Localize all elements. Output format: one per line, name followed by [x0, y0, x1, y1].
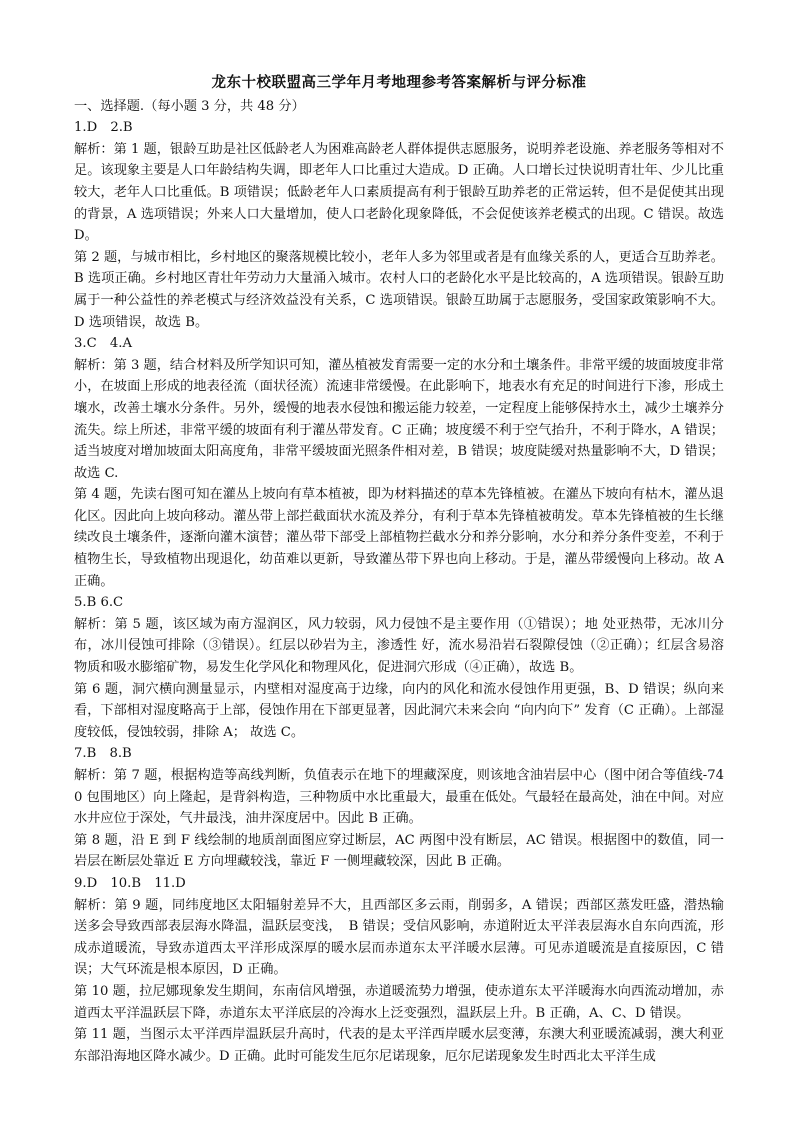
answer-line: 3.C 4.A [74, 336, 132, 352]
analysis-paragraph: 第 8 题，沿 E 到 F 线绘制的地质剖面图应穿过断层，AC 两图中没有断层，AC 错误。根据图中的数值，同一岩层在断层处靠近 E 方向埋藏较浅，靠近 F 一侧埋藏较深，因此 B 正确。 [74, 832, 724, 870]
answer-line: 5.B 6.C [74, 595, 124, 611]
answer-document [74, 72, 724, 1067]
answer-line: 7.B 8.B [74, 746, 132, 762]
analysis-paragraph: 解析：第 9 题，同纬度地区太阳辐射差异不大，且西部区多云雨，削弱多，A 错误；西部区蒸发旺盛，潜热输送多会导致西部表层海水降温，温跃层变浅， B 错误；受信风影响，赤道附近太平洋表层海水自东向西流，形成赤道暖流，导致赤道西太平洋形成深厚的暖水层而赤道东太平洋暖水层薄。可见赤道暖流是直接原因，C 错误；大气环流是根本原因，D 正确。 [74, 897, 724, 978]
analysis-paragraph: 第 2 题，与城市相比，乡村地区的聚落规模比较小，老年人多为邻里或者是有血缘关系的人，更适合互助养老。B 选项正确。乡村地区青壮年劳动力大量涌入城市。农村人口的老龄化水平是比较高的，A 选项错误。银龄互助属于一种公益性的养老模式与经济效益没有关系，C 选项错误。银龄互助属于志愿服务，受国家政策影响不大。D 选项错误，故选 B。 [74, 249, 724, 330]
section-header: 一、选择题.（每小题 3 分，共 48 分） [74, 98, 305, 114]
analysis-paragraph: 解析：第 1 题，银龄互助是社区低龄老人为困难高龄老人群体提供志愿服务，说明养老设施、养老服务等相对不足。该现象主要是人口年龄结构失调，即老年人口比重过大造成。D 正确。人口增长过快说明青壮年、少儿比重较大，老年人口比重低。B 项错误；低龄老年人口素质提高有利于银龄互助养老的正常运转，但不是促使其出现的背景，A 选项错误；外来人口大量增加，使人口老龄化现象降低，不会促使该养老模式的出现。C 错误。故选 D。 [74, 141, 724, 244]
analysis-paragraph: 解析：第 3 题，结合材料及所学知识可知，灌丛植被发育需要一定的水分和土壤条件。非常平缓的坡面坡度非常小，在坡面上形成的地表径流（面状径流）流速非常缓慢。在此影响下，地表水有充足的时间进行下渗，形成土壤水，改善土壤水分条件。另外，缓慢的地表水侵蚀和搬运能力较差，一定程度上能够保持水土，减少土壤养分流失。综上所述，非常平缓的坡面有利于灌丛带发育。C 正确；坡度缓不利于空气抬升，不利于降水，A 错误；适当坡度对增加坡面太阳高度角，非常平缓坡面光照条件相对差，B 错误；坡度陡缓对热量影响不大，D 错误；故选 C. [74, 357, 724, 481]
analysis-paragraph: 第 11 题，当图示太平洋西岸温跃层升高时，代表的是太平洋西岸暖水层变薄，东澳大利亚暖流减弱，澳大利亚东部沿海地区降水减少。D 正确。此时可能发生厄尔尼诺现象，厄尔尼诺现象发生时西北太平洋生成 [74, 1027, 724, 1064]
document-title: 龙东十校联盟高三学年月考地理参考答案解析与评分标准 [211, 74, 587, 91]
analysis-paragraph: 解析：第 5 题，该区域为南方湿润区，风力较弱，风力侵蚀不是主要作用（①错误）；地 处亚热带，无冰川分布，冰川侵蚀可排除（③错误）。红层以砂岩为主，渗透性 好，流水易沿岩石裂隙侵蚀（②正确）；红层含易溶物质和吸水膨缩矿物，易发生化学风化和物理风化，促进洞穴形成（④正确），故选 B。 [74, 616, 724, 676]
analysis-paragraph: 第 10 题，拉尼娜现象发生期间，东南信风增强，赤道暖流势力增强，使赤道东太平洋暖海水向西流动增加，赤道西太平洋温跃层下降，赤道东太平洋底层的冷海水上泛变强烈，温跃层上升。B 正确，A、C、D 错误。 [74, 983, 724, 1021]
analysis-paragraph: 第 4 题，先读右图可知在灌丛上坡向有草本植被，即为材料描述的草本先锋植被。在灌丛下坡向有枯木，灌丛退化区。因此向上坡向移动。灌丛带上部拦截面状水流及养分，有利于草本先锋植被萌发。草本先锋植被的生长继续改良土壤条件，逐渐向灌木演替；灌丛带下部受上部植物拦截水分和养分影响，水分和养分条件变差，不利于植物生长，导致植物出现退化，幼苗难以更新，导致灌丛带下界也向上移动。于是，灌丛带缓慢向上移动。故 A 正确。 [74, 487, 724, 589]
analysis-paragraph: 第 6 题，洞穴横向测量显示，内壁相对湿度高于边缘，向内的风化和流水侵蚀作用更强，B、D 错误；纵向来看，下部相对湿度略高于上部，侵蚀作用在下部更显著，因此洞穴未来会向 “向内向下” 发育（C 正确）。上部湿度较低，侵蚀较弱，排除 A； 故选 C。 [74, 681, 724, 740]
answer-line: 1.D 2.B [74, 120, 133, 136]
answer-line: 9.D 10.B 11.D [74, 875, 186, 891]
analysis-paragraph: 解析：第 7 题，根据构造等高线判断，负值表示在地下的埋藏深度，则该地含油岩层中心（图中闭合等值线-740 包围地区）向上隆起，是背斜构造，三种物质中水比重最大，最重在低处。气最轻在最高处，油在中间。对应水井应位于深处，气井最浅，油井深度居中。因此 B 正确。 [74, 768, 724, 827]
